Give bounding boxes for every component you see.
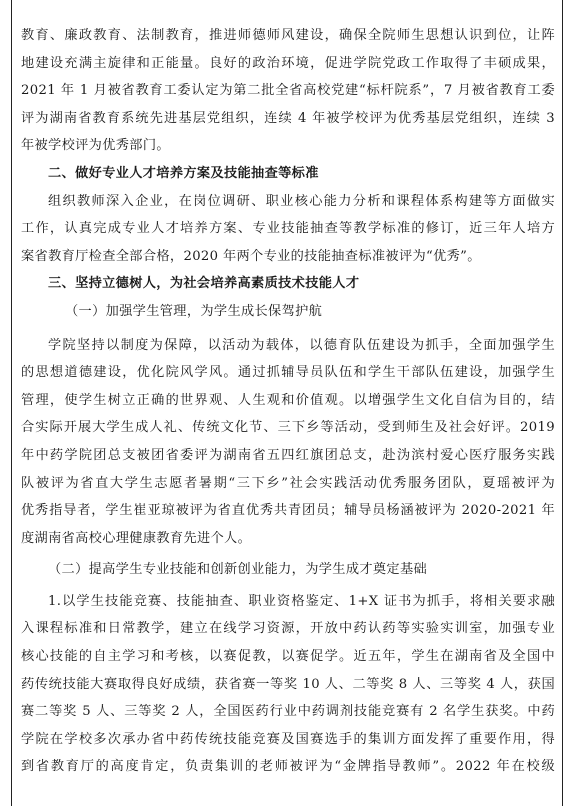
text-line: 地建设充满主旋律和正能量。良好的政治环境，促进学院党政工作取得了丰硕成果， [21, 55, 555, 71]
text-line: 2021 年 1 月被省教育工委认定为第二批全省高校党建“标杆院系”，7 月被省教育工委 [21, 83, 555, 99]
text-line: 合实际开展大学生成人礼、传统文化节、三下乡等活动，受到师生及社会好评。2019 [21, 420, 555, 436]
text-line: 学院在学校多次承办省中药传统技能竞赛及国赛选手的集训方面发挥了重要作用，得 [21, 731, 555, 747]
text-line: 药传统技能大赛取得良好成绩，获省赛一等奖 10 人、二等奖 8 人、三等奖 4 人，获国 [21, 676, 555, 692]
subsection-heading-1: （一）加强学生管理，为学生成长保驾护航 [65, 303, 323, 319]
text-line: 年被学校评为优秀部门。 [21, 138, 170, 154]
text-line: 工作，认真完成专业人才培养方案、专业技能抽查等教学标准的修订，近三年人培方 [21, 221, 555, 237]
document-body [21, 22, 555, 781]
text-line: 年中药学院团总支被团省委评为湖南省五四红旗团总支，赴沩滨村爱心医疗服务实践 [21, 447, 555, 463]
section-heading-3: 三、坚持立德树人，为社会培养高素质技术技能人才 [48, 276, 360, 292]
text-line: 管理，使学生树立正确的世界观、人生观和价值观。以增强学生文化自信为目的，结 [21, 392, 555, 408]
text-line: 核心技能的自主学习和考核，以赛促教，以赛促学。近五年，学生在湖南省及全国中 [21, 649, 555, 665]
section-heading-2: 二、做好专业人才培养方案及技能抽查等标准 [48, 165, 319, 181]
paragraph-party-building [21, 22, 555, 160]
paragraph-skills-competition [21, 588, 555, 781]
text-line: 1.以学生技能竞赛、技能抽查、职业资格鉴定、1+X 证书为抓手，将相关要求融 [48, 593, 555, 609]
text-line: 评为湖南省教育系统先进基层党组织，连续 4 年被学校评为优秀基层党组织，连续 3 [21, 110, 555, 126]
text-line: 赛二等奖 5 人、三等奖 2 人，全国医药行业中药调剂技能竞赛有 2 名学生获奖。中药 [21, 704, 555, 720]
text-line: 入课程标准和日常教学，建立在线学习资源，开放中药认药等实验实训室，加强专业 [21, 621, 555, 637]
text-line: 案省教育厅检查全部合格，2020 年两个专业的技能抽查标准被评为“优秀”。 [21, 248, 481, 264]
text-line: 的思想道德建设，优化院风学风。通过抓辅导员队伍和学生干部队伍建设，加强学生 [21, 365, 555, 381]
paragraph-training-plan [21, 188, 555, 271]
subsection-heading-2: （二）提高学生专业技能和创新创业能力，为学生成才奠定基础 [48, 562, 428, 578]
paragraph-student-management [21, 332, 555, 553]
text-line: 学院坚持以制度为保障，以活动为载体，以德育队伍建设为抓手，全面加强学生 [48, 337, 555, 353]
text-line: 队被评为省直大学生志愿者暑期“三下乡”社会实践活动优秀服务团队，夏瑶被评为 [21, 475, 555, 491]
text-line: 教育、廉政教育、法制教育，推进师德师风建设，确保全院师生思想认识到位，让阵 [21, 28, 555, 43]
text-line: 组织教师深入企业，在岗位调研、职业核心能力分析和课程体系构建等方面做实 [48, 193, 555, 209]
text-line: 度湖南省高校心理健康教育先进个人。 [21, 530, 252, 546]
text-line: 到省教育厅的高度肯定，负责集训的老师被评为“金牌指导教师”。2022 年在校级 [21, 759, 555, 775]
text-line: 优秀指导者，学生崔亚琼被评为省直优秀共青团员；辅导员杨涵被评为 2020-2021 年 [21, 503, 555, 519]
